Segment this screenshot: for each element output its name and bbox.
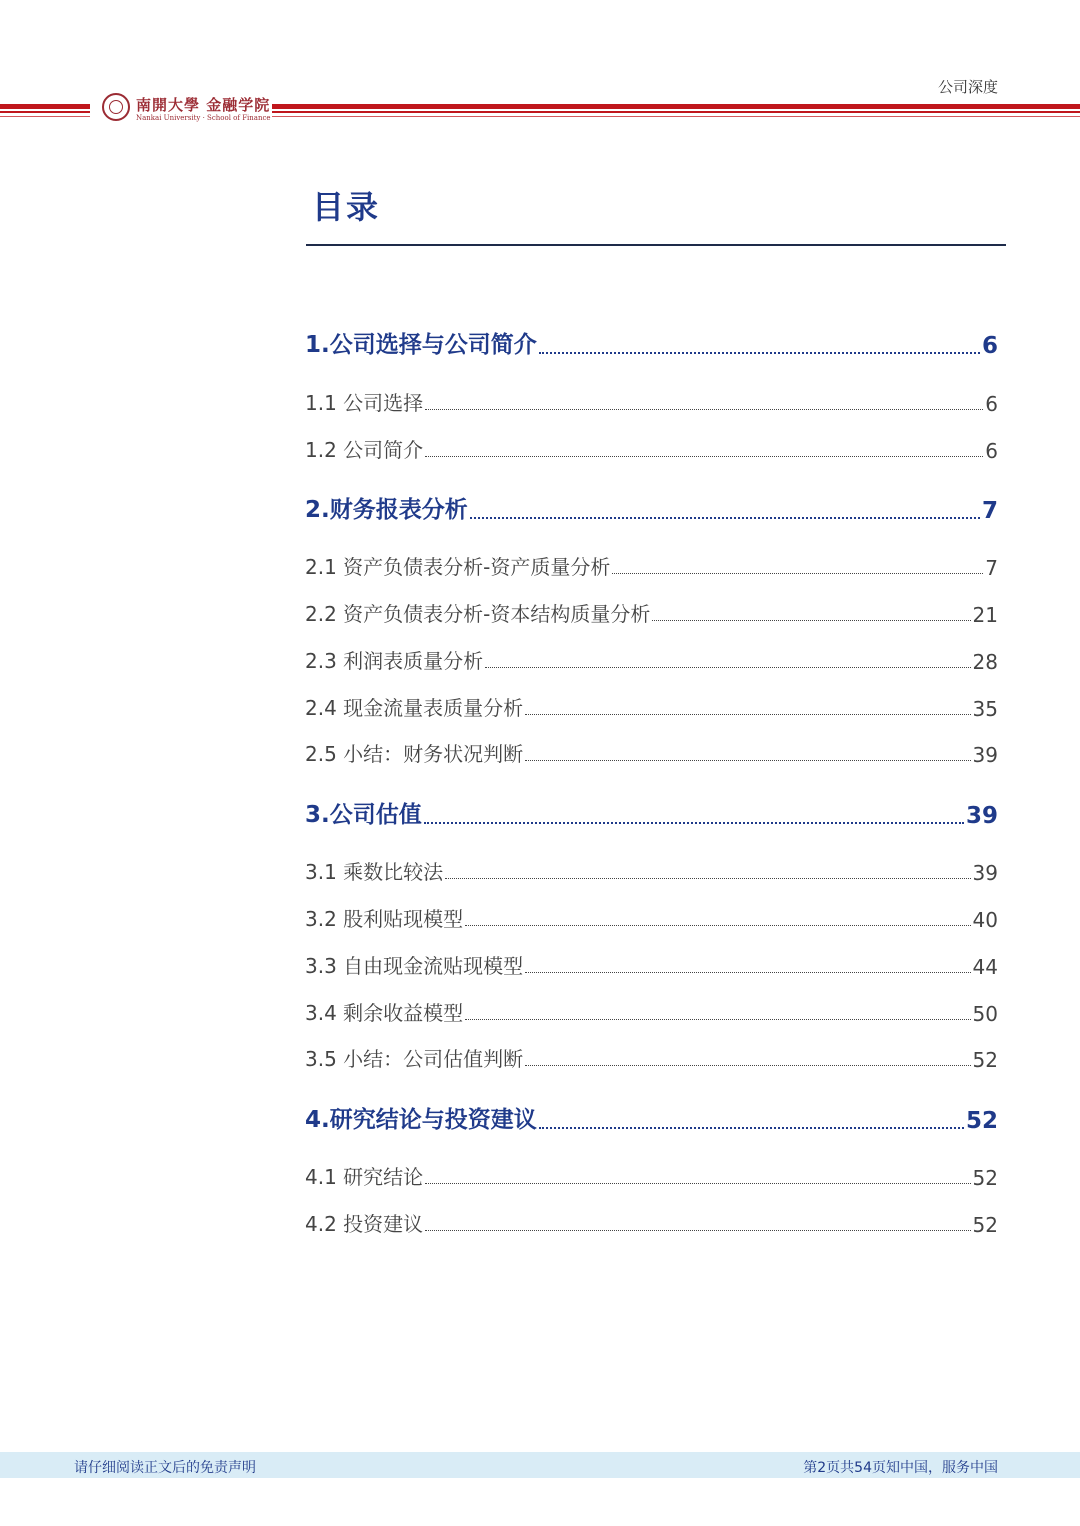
toc-section-entry[interactable] (305, 1161, 998, 1190)
toc-entry-page: 6 (981, 333, 998, 359)
toc-entry-page: 52 (965, 1108, 998, 1134)
toc-entry-label: 3.1 乘数比较法 (305, 860, 444, 884)
toc-dot-leader (465, 1018, 970, 1020)
band-thin-left (0, 116, 90, 117)
page-title: 目录 (312, 188, 381, 226)
toc-section-entry[interactable] (305, 551, 998, 580)
toc-dot-leader (425, 1229, 970, 1231)
toc-entry-label: 4.研究结论与投资建议 (305, 1107, 537, 1133)
toc-entry-page: 7 (981, 498, 998, 524)
toc-dot-leader (525, 971, 970, 973)
toc-entry-label: 2.2 资产负债表分析-资本结构质量分析 (305, 602, 651, 626)
toc-section-entry[interactable] (305, 387, 998, 416)
toc-entry-label: 1.公司选择与公司简介 (305, 332, 537, 358)
toc-dot-leader (539, 351, 980, 354)
toc-entry-label: 3.2 股利贴现模型 (305, 907, 464, 931)
band-red-left (0, 104, 90, 109)
toc-entry-page: 52 (972, 1213, 998, 1237)
toc-entry-page: 50 (972, 1002, 998, 1026)
toc-section-entry[interactable] (305, 434, 998, 463)
toc-entry-page: 52 (972, 1166, 998, 1190)
toc-dot-leader (470, 516, 980, 519)
toc-entry-page: 44 (972, 955, 998, 979)
toc-dot-leader (425, 1182, 970, 1184)
toc-dot-leader (525, 759, 970, 761)
band-line-left (0, 111, 90, 113)
toc-dot-leader (424, 821, 964, 824)
toc-entry-label: 2.4 现金流量表质量分析 (305, 696, 524, 720)
toc-entry-label: 3.3 自由现金流贴现模型 (305, 954, 524, 978)
toc-section-entry[interactable] (305, 1208, 998, 1237)
toc-dot-leader (445, 877, 970, 879)
toc-section-entry[interactable] (305, 598, 998, 627)
toc-section-entry[interactable] (305, 950, 998, 979)
toc-section-entry[interactable] (305, 856, 998, 885)
toc-entry-page: 6 (985, 439, 998, 463)
toc-entry-label: 2.5 小结：财务状况判断 (305, 742, 524, 766)
toc-entry-label: 1.1 公司选择 (305, 391, 424, 415)
toc-dot-leader (425, 455, 983, 457)
footer-disclaimer: 请仔细阅读正文后的免责声明 (74, 1460, 256, 1476)
toc-entry-page: 39 (965, 803, 998, 829)
university-logo (100, 92, 271, 126)
toc-entry-page: 39 (972, 861, 998, 885)
toc-entry-label: 2.1 资产负债表分析-资产质量分析 (305, 555, 611, 579)
footer-bar (0, 1452, 1080, 1478)
toc-entry-label: 3.公司估值 (305, 802, 422, 828)
toc-chapter-entry[interactable] (305, 796, 998, 829)
seal-icon (102, 93, 130, 121)
toc-section-entry[interactable] (305, 903, 998, 932)
toc-entry-page: 39 (972, 743, 998, 767)
footer-page-info: 第2页共54页知中国，服务中国 (803, 1460, 998, 1476)
toc-entry-page: 6 (985, 392, 998, 416)
toc-entry-page: 40 (972, 908, 998, 932)
band-red-right (272, 104, 1080, 109)
title-divider (306, 244, 1006, 246)
toc-entry-label: 3.4 剩余收益模型 (305, 1001, 464, 1025)
toc-entry-page: 52 (972, 1048, 998, 1072)
toc-entry-page: 7 (985, 556, 998, 580)
toc-dot-leader (539, 1126, 964, 1129)
toc-entry-label: 2.财务报表分析 (305, 497, 468, 523)
toc-chapter-entry[interactable] (305, 491, 998, 524)
toc-dot-leader (525, 1064, 970, 1066)
toc-dot-leader (465, 924, 970, 926)
toc-dot-leader (525, 713, 970, 715)
toc-dot-leader (652, 619, 970, 621)
toc-section-entry[interactable] (305, 997, 998, 1026)
band-line-right (272, 111, 1080, 113)
toc-entry-page: 28 (972, 650, 998, 674)
logo-name-en: Nankai University · School of Finance (136, 114, 271, 122)
toc-section-entry[interactable] (305, 738, 998, 767)
toc-section-entry[interactable] (305, 645, 998, 674)
toc-chapter-entry[interactable] (305, 1101, 998, 1134)
toc-dot-leader (425, 408, 983, 410)
band-thin-right (272, 116, 1080, 117)
toc-entry-label: 3.5 小结：公司估值判断 (305, 1047, 524, 1071)
toc-entry-label: 1.2 公司简介 (305, 438, 424, 462)
header-tag: 公司深度 (937, 78, 998, 96)
toc-entry-page: 35 (972, 697, 998, 721)
toc-entry-page: 21 (972, 603, 998, 627)
toc-section-entry[interactable] (305, 1043, 998, 1072)
toc-entry-label: 2.3 利润表质量分析 (305, 649, 484, 673)
toc-entry-label: 4.1 研究结论 (305, 1165, 424, 1189)
toc-chapter-entry[interactable] (305, 326, 998, 359)
toc-dot-leader (612, 572, 983, 574)
toc-entry-label: 4.2 投资建议 (305, 1212, 424, 1236)
toc-section-entry[interactable] (305, 692, 998, 721)
logo-name-cn: 南開大學 金融学院 (136, 96, 271, 114)
toc-dot-leader (485, 666, 970, 668)
